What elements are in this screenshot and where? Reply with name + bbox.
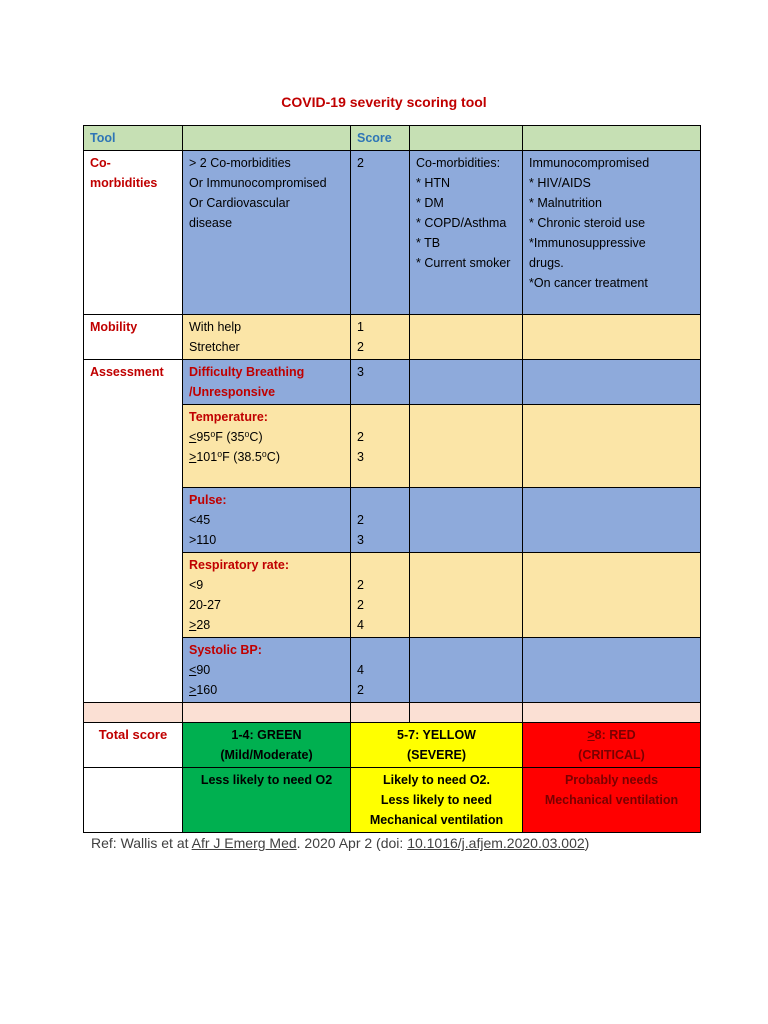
- score-value: 3: [357, 450, 364, 464]
- criteria-line: [189, 447, 344, 467]
- breathing-criteria: Difficulty Breathing /Unresponsive: [183, 360, 351, 405]
- range-desc: (CRITICAL): [578, 748, 645, 762]
- mobility-scores: [351, 315, 410, 360]
- range-text: [529, 725, 694, 745]
- list-item: *Immunosuppressive: [529, 236, 646, 250]
- criteria-line: <45: [189, 513, 211, 527]
- immunocompromised-list: [523, 151, 701, 315]
- empty-cell: [410, 488, 523, 553]
- note-line: Less likely to need: [380, 793, 493, 807]
- page-title: COVID-19 severity scoring tool: [281, 94, 487, 110]
- temperature-scores: [351, 405, 410, 488]
- empty-cell: [410, 360, 523, 405]
- range-value: 8: RED: [594, 728, 636, 742]
- header-tool: Tool: [84, 126, 183, 151]
- green-range: [183, 723, 351, 768]
- list-item: * Current smoker: [416, 256, 511, 270]
- breathing-row: [84, 360, 701, 405]
- header-blank-1: [183, 126, 351, 151]
- criteria-line: [189, 680, 344, 700]
- empty-cell: [410, 553, 523, 638]
- list-item: * HIV/AIDS: [529, 176, 591, 190]
- total-score-label: Total score: [84, 723, 183, 768]
- bp-criteria: [183, 638, 351, 703]
- list-item: * HTN: [416, 176, 451, 190]
- criteria-line: 20-27: [189, 598, 221, 612]
- comorbidities-label: Co- morbidities: [84, 151, 183, 315]
- range-text: 1-4: GREEN: [231, 728, 302, 742]
- breathing-score: 3: [351, 360, 410, 405]
- temperature-title: Temperature:: [189, 410, 268, 424]
- range-text: 5-7: YELLOW: [397, 728, 476, 742]
- respiratory-scores: [351, 553, 410, 638]
- mobility-label: Mobility: [84, 315, 183, 360]
- empty-cell: [523, 638, 701, 703]
- empty-cell: [523, 553, 701, 638]
- score-value: 4: [357, 618, 364, 632]
- list-item: drugs.: [529, 256, 564, 270]
- empty-cell: [410, 703, 523, 723]
- list-item: * Malnutrition: [529, 196, 602, 210]
- empty-cell: [84, 768, 183, 833]
- less-equal-symbol: <: [189, 663, 197, 677]
- empty-cell: [410, 638, 523, 703]
- criteria-text: 95⁰F (35⁰C): [196, 430, 263, 444]
- pulse-criteria: [183, 488, 351, 553]
- ref-suffix: ): [584, 835, 590, 851]
- criteria-text: 160: [196, 683, 218, 697]
- empty-cell: [523, 488, 701, 553]
- mobility-row: [84, 315, 701, 360]
- score-value: 2: [357, 683, 364, 697]
- assessment-label: Assessment: [84, 360, 183, 703]
- note-line: Mechanical ventilation: [369, 813, 504, 827]
- yellow-range: [351, 723, 523, 768]
- criteria-line: Stretcher: [189, 340, 240, 354]
- score-value: 2: [357, 578, 364, 592]
- criteria-line: Or Cardiovascular: [189, 196, 290, 210]
- empty-cell: [410, 405, 523, 488]
- empty-cell: [523, 703, 701, 723]
- comorbidities-list: [410, 151, 523, 315]
- criteria-line: disease: [189, 216, 233, 230]
- score-value: 2: [357, 430, 364, 444]
- respiratory-title: Respiratory rate:: [189, 558, 290, 572]
- red-note: [523, 768, 701, 833]
- criteria-line: [189, 660, 344, 680]
- criteria-line: >110: [189, 533, 217, 547]
- bp-title: Systolic BP:: [189, 643, 262, 657]
- range-desc: (Mild/Moderate): [220, 748, 313, 762]
- criteria-text: 90: [196, 663, 211, 677]
- pulse-title: Pulse:: [189, 493, 227, 507]
- empty-cell: [523, 405, 701, 488]
- score-value: 1: [357, 320, 364, 334]
- ref-middle: . 2020 Apr 2 (doi:: [296, 835, 408, 851]
- spacer-row: [84, 703, 701, 723]
- header-row: [84, 126, 701, 151]
- list-item: * DM: [416, 196, 444, 210]
- respiratory-criteria: [183, 553, 351, 638]
- list-item: * Chronic steroid use: [529, 216, 646, 230]
- criteria-line: [189, 427, 344, 447]
- mobility-criteria: [183, 315, 351, 360]
- header-blank-3: [523, 126, 701, 151]
- criteria-line: [189, 615, 344, 635]
- bp-scores: [351, 638, 410, 703]
- yellow-note: [351, 768, 523, 833]
- score-value: 2: [357, 340, 364, 354]
- greater-equal-symbol: >: [189, 683, 197, 697]
- greater-equal-symbol: >: [189, 618, 197, 632]
- doi-link[interactable]: 10.1016/j.afjem.2020.03.002: [407, 835, 585, 851]
- severity-table: [83, 125, 701, 833]
- list-item: * COPD/Asthma: [416, 216, 507, 230]
- criteria-line: > 2 Co-morbidities: [189, 156, 291, 170]
- list-item: Immunocompromised: [529, 156, 650, 170]
- criteria-text: 101⁰F (38.5⁰C): [196, 450, 280, 464]
- score-value: 2: [357, 598, 364, 612]
- criteria-line: Or Immunocompromised: [189, 176, 327, 190]
- list-item: * TB: [416, 236, 441, 250]
- temperature-criteria: [183, 405, 351, 488]
- score-value: 2: [357, 513, 364, 527]
- list-item: Co-morbidities:: [416, 156, 501, 170]
- note-line: Likely to need O2.: [383, 773, 490, 787]
- comorbidities-row: [84, 151, 701, 315]
- empty-cell: [410, 315, 523, 360]
- range-desc: (SEVERE): [406, 748, 467, 762]
- comorbidities-criteria: [183, 151, 351, 315]
- criteria-line: With help: [189, 320, 242, 334]
- empty-cell: [84, 703, 183, 723]
- empty-cell: [183, 703, 351, 723]
- list-item: *On cancer treatment: [529, 276, 648, 290]
- criteria-line: <9: [189, 578, 204, 592]
- ref-prefix: Ref: Wallis et at: [91, 835, 192, 851]
- greater-equal-symbol: >: [587, 728, 595, 742]
- empty-cell: [351, 703, 410, 723]
- less-equal-symbol: <: [189, 430, 197, 444]
- empty-cell: [523, 315, 701, 360]
- total-row: [84, 723, 701, 768]
- score-value: 3: [357, 533, 364, 547]
- journal-link[interactable]: Afr J Emerg Med: [191, 835, 297, 851]
- empty-cell: [523, 360, 701, 405]
- note-line: Probably needs: [564, 773, 659, 787]
- note-line: Mechanical ventilation: [544, 793, 679, 807]
- red-range: [523, 723, 701, 768]
- criteria-text: 28: [196, 618, 211, 632]
- total-notes-row: [84, 768, 701, 833]
- green-note: Less likely to need O2: [183, 768, 351, 833]
- header-score: Score: [351, 126, 410, 151]
- header-blank-2: [410, 126, 523, 151]
- reference-line: [91, 835, 589, 851]
- score-value: 4: [357, 663, 364, 677]
- comorbidities-score: 2: [351, 151, 410, 315]
- pulse-scores: [351, 488, 410, 553]
- greater-equal-symbol: >: [189, 450, 197, 464]
